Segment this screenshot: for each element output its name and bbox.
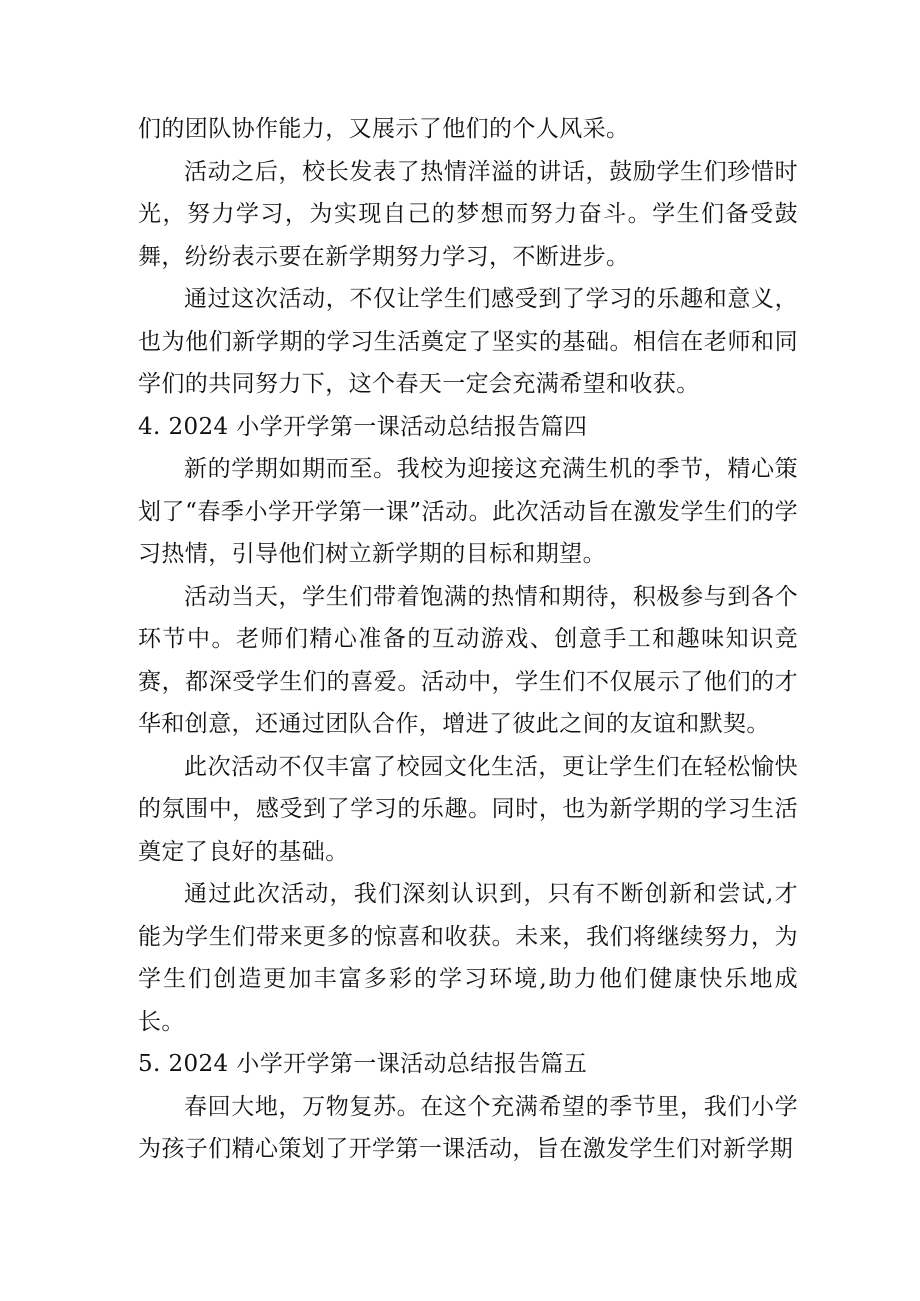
document-page [138,108,798,1171]
paragraph: 通过这次活动，不仅让学生们感受到了学习的乐趣和意义，也为他们新学期的学习生活奠定了坚实的基础。相信在老师和同学们的共同努力下，这个春天一定会充满希望和收获。 [138,286,798,397]
paragraph: 通过此次活动，我们深刻认识到，只有不断创新和尝试,才能为学生们带来更多的惊喜和收获。未来，我们将继续努力，为学生们创造更加丰富多彩的学习环境,助力他们健康快乐地成长。 [138,881,798,1035]
paragraph: 新的学期如期而至。我校为迎接这充满生机的季节，精心策划了“春季小学开学第一课”活动。此次活动旨在激发学生们的学习热情，引导他们树立新学期的目标和期望。 [138,456,798,567]
section-heading: 5. 2024 小学开学第一课活动总结报告篇五 [138,1051,588,1077]
paragraph: 活动之后，校长发表了热情洋溢的讲话，鼓励学生们珍惜时光，努力学习，为实现自己的梦想而努力奋斗。学生们备受鼓舞，纷纷表示要在新学期努力学习，不断进步。 [138,158,798,270]
section-heading: 4. 2024 小学开学第一课活动总结报告篇四 [138,413,588,440]
paragraph: 春回大地，万物复苏。在这个充满希望的季节里，我们小学为孩子们精心策划了开学第一课活动，旨在激发学生们对新学期 [138,1093,798,1162]
paragraph: 此次活动不仅丰富了校园文化生活，更让学生们在轻松愉快的氛围中，感受到了学习的乐趣。同时，也为新学期的学习生活奠定了良好的基础。 [138,753,798,865]
paragraph: 活动当天，学生们带着饱满的热情和期待，积极参与到各个环节中。老师们精心准备的互动游戏、创意手工和趣味知识竞赛，都深受学生们的喜爱。活动中，学生们不仅展示了他们的才华和创意，还通过团队合作，增进了彼此之间的友谊和默契。 [138,583,798,737]
paragraph-continuation: 们的团队协作能力，又展示了他们的个人风采。 [138,116,630,142]
